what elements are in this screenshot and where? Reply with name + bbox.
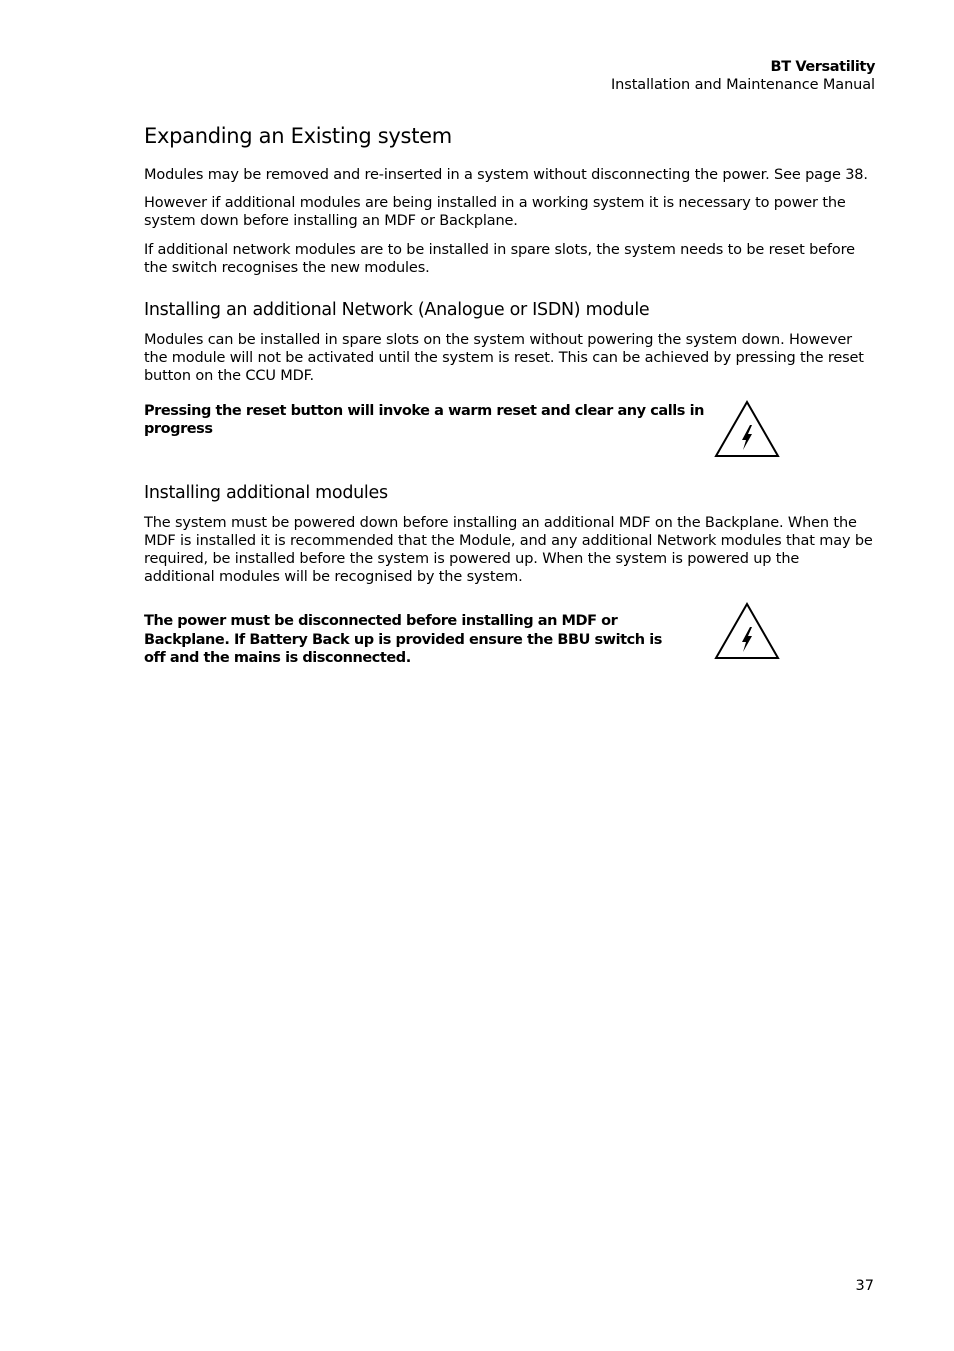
additional-modules-heading: Installing additional modules xyxy=(144,482,388,503)
manual-title: Installation and Maintenance Manual xyxy=(611,77,875,93)
network-module-heading: Installing an additional Network (Analogue or ISDN) module xyxy=(144,300,650,321)
warning-triangle-lightning-icon xyxy=(714,602,780,660)
reset-warning xyxy=(144,402,874,482)
section-paragraph-3: If additional network modules are to be installed in spare slots, the system needs to be reset before the switch recognises the new modules. xyxy=(144,241,855,276)
page-content xyxy=(144,120,874,682)
page-number: 37 xyxy=(855,1278,874,1294)
section-paragraph-1: Modules may be removed and re-inserted in a system without disconnecting the power. See page 38. xyxy=(144,167,868,183)
page-header xyxy=(611,58,875,94)
product-name: BT Versatility xyxy=(770,59,875,75)
reset-warning-text: Pressing the reset button will invoke a warm reset and clear any calls in progress xyxy=(144,402,704,437)
power-warning-text: The power must be disconnected before installing an MDF or Backplane. If Battery Back up is provided ensure the BBU switch is off and the mains is disconnected. xyxy=(144,613,662,666)
additional-modules-paragraph: The system must be powered down before installing an additional MDF on the Backplane. When the MDF is installed it is recommended that the Module, and any additional Network modules that may be required, be installed before the system is powered up. When the system is powered up the additional modules will be recognised by the system. xyxy=(144,514,873,586)
warning-triangle-lightning-icon xyxy=(714,400,780,458)
power-warning xyxy=(144,612,874,682)
section-paragraph-2: However if additional modules are being installed in a working system it is necessary to power the system down before installing an MDF or Backplane. xyxy=(144,195,846,230)
network-module-paragraph: Modules can be installed in spare slots on the system without powering the system down. However the module will not be activated until the system is reset. This can be achieved by pressing the reset button on the CCU MDF. xyxy=(144,332,864,385)
section-title: Expanding an Existing system xyxy=(144,124,452,148)
